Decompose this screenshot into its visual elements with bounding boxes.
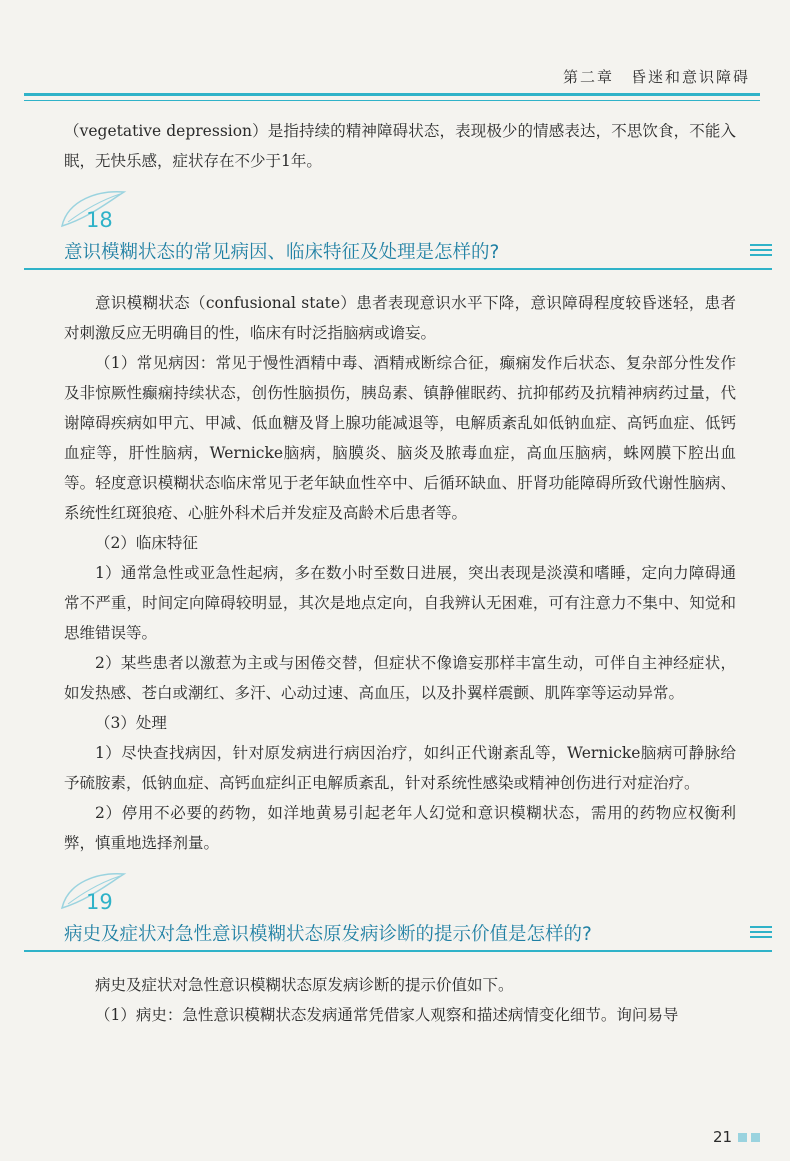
title-underline bbox=[24, 268, 772, 270]
header-rule bbox=[24, 93, 760, 96]
page-header bbox=[0, 0, 790, 110]
question-heading-19 bbox=[64, 870, 736, 964]
question-number: 19 bbox=[86, 890, 113, 914]
paragraph: 2）某些患者以激惹为主或与困倦交替，但症状不像谵妄那样丰富生动，可伴自主神经症状，如发热感、苍白或潮红、多汗、心动过速、高血压，以及扑翼样震颤、肌阵挛等运动异常。 bbox=[64, 654, 736, 702]
paragraph: 1）通常急性或亚急性起病，多在数小时至数日进展，突出表现是淡漠和嗜睡，定向力障碍通常不严重，时间定向障碍较明显，其次是地点定向，自我辨认无困难，可有注意力不集中、知觉和思维错误等。 bbox=[64, 564, 736, 642]
page-number: 21 bbox=[713, 1128, 733, 1146]
question-title: 意识模糊状态的常见病因、临床特征及处理是怎样的? bbox=[64, 242, 500, 263]
footer-square-icon bbox=[751, 1133, 760, 1142]
chapter-title: 第二章 昏迷和意识障碍 bbox=[562, 68, 750, 86]
paragraph: （1）病史：急性意识模糊状态发病通常凭借家人观察和描述病情变化细节。询问易导 bbox=[95, 1006, 679, 1024]
title-bars-icon bbox=[750, 926, 772, 940]
header-rule-thin bbox=[24, 100, 760, 101]
title-underline bbox=[24, 950, 772, 952]
question-heading-18 bbox=[64, 188, 736, 282]
paragraph: （2）临床特征 bbox=[95, 534, 198, 552]
footer-square-icon bbox=[738, 1133, 747, 1142]
paragraph: 病史及症状对急性意识模糊状态原发病诊断的提示价值如下。 bbox=[95, 976, 514, 994]
paragraph: 2）停用不必要的药物，如洋地黄易引起老年人幻觉和意识模糊状态，需用的药物应权衡利弊，慎重地选择剂量。 bbox=[64, 804, 736, 852]
question-title: 病史及症状对急性意识模糊状态原发病诊断的提示价值是怎样的? bbox=[64, 924, 592, 945]
paragraph: 1）尽快查找病因，针对原发病进行病因治疗，如纠正代谢紊乱等，Wernicke脑病可静脉给予硫胺素，低钠血症、高钙血症纠正电解质紊乱，针对系统性感染或精神创伤进行对症治疗。 bbox=[64, 744, 736, 792]
paragraph: （3）处理 bbox=[95, 714, 167, 732]
intro-paragraph: （vegetative depression）是指持续的精神障碍状态，表现极少的情感表达，不思饮食，不能入眠，无快乐感，症状存在不少于1年。 bbox=[64, 122, 736, 170]
paragraph: 意识模糊状态（confusional state）患者表现意识水平下降，意识障碍程度较昏迷轻，患者对刺激反应无明确目的性，临床有时泛指脑病或谵妄。 bbox=[64, 294, 736, 342]
title-bars-icon bbox=[750, 244, 772, 258]
page-content bbox=[64, 116, 736, 1030]
paragraph: （1）常见病因：常见于慢性酒精中毒、酒精戒断综合征，癫痫发作后状态、复杂部分性发作及非惊厥性癫痫持续状态，创伤性脑损伤，胰岛素、镇静催眠药、抗抑郁药及抗精神病药过量，代谢障碍疾病如甲亢、甲减、低血糖及肾上腺功能减退等，电解质紊乱如低钠血症、高钙血症、低钙血症等，肝性脑病，Wernicke脑病，脑膜炎、脑炎及脓毒血症，高血压脑病，蛛网膜下腔出血等。轻度意识模糊状态临床常见于老年缺血性卒中、后循环缺血、肝肾功能障碍所致代谢性脑病、系统性红斑狼疮、心脏外科术后并发症及高龄术后患者等。 bbox=[64, 354, 736, 522]
question-number: 18 bbox=[86, 208, 113, 232]
